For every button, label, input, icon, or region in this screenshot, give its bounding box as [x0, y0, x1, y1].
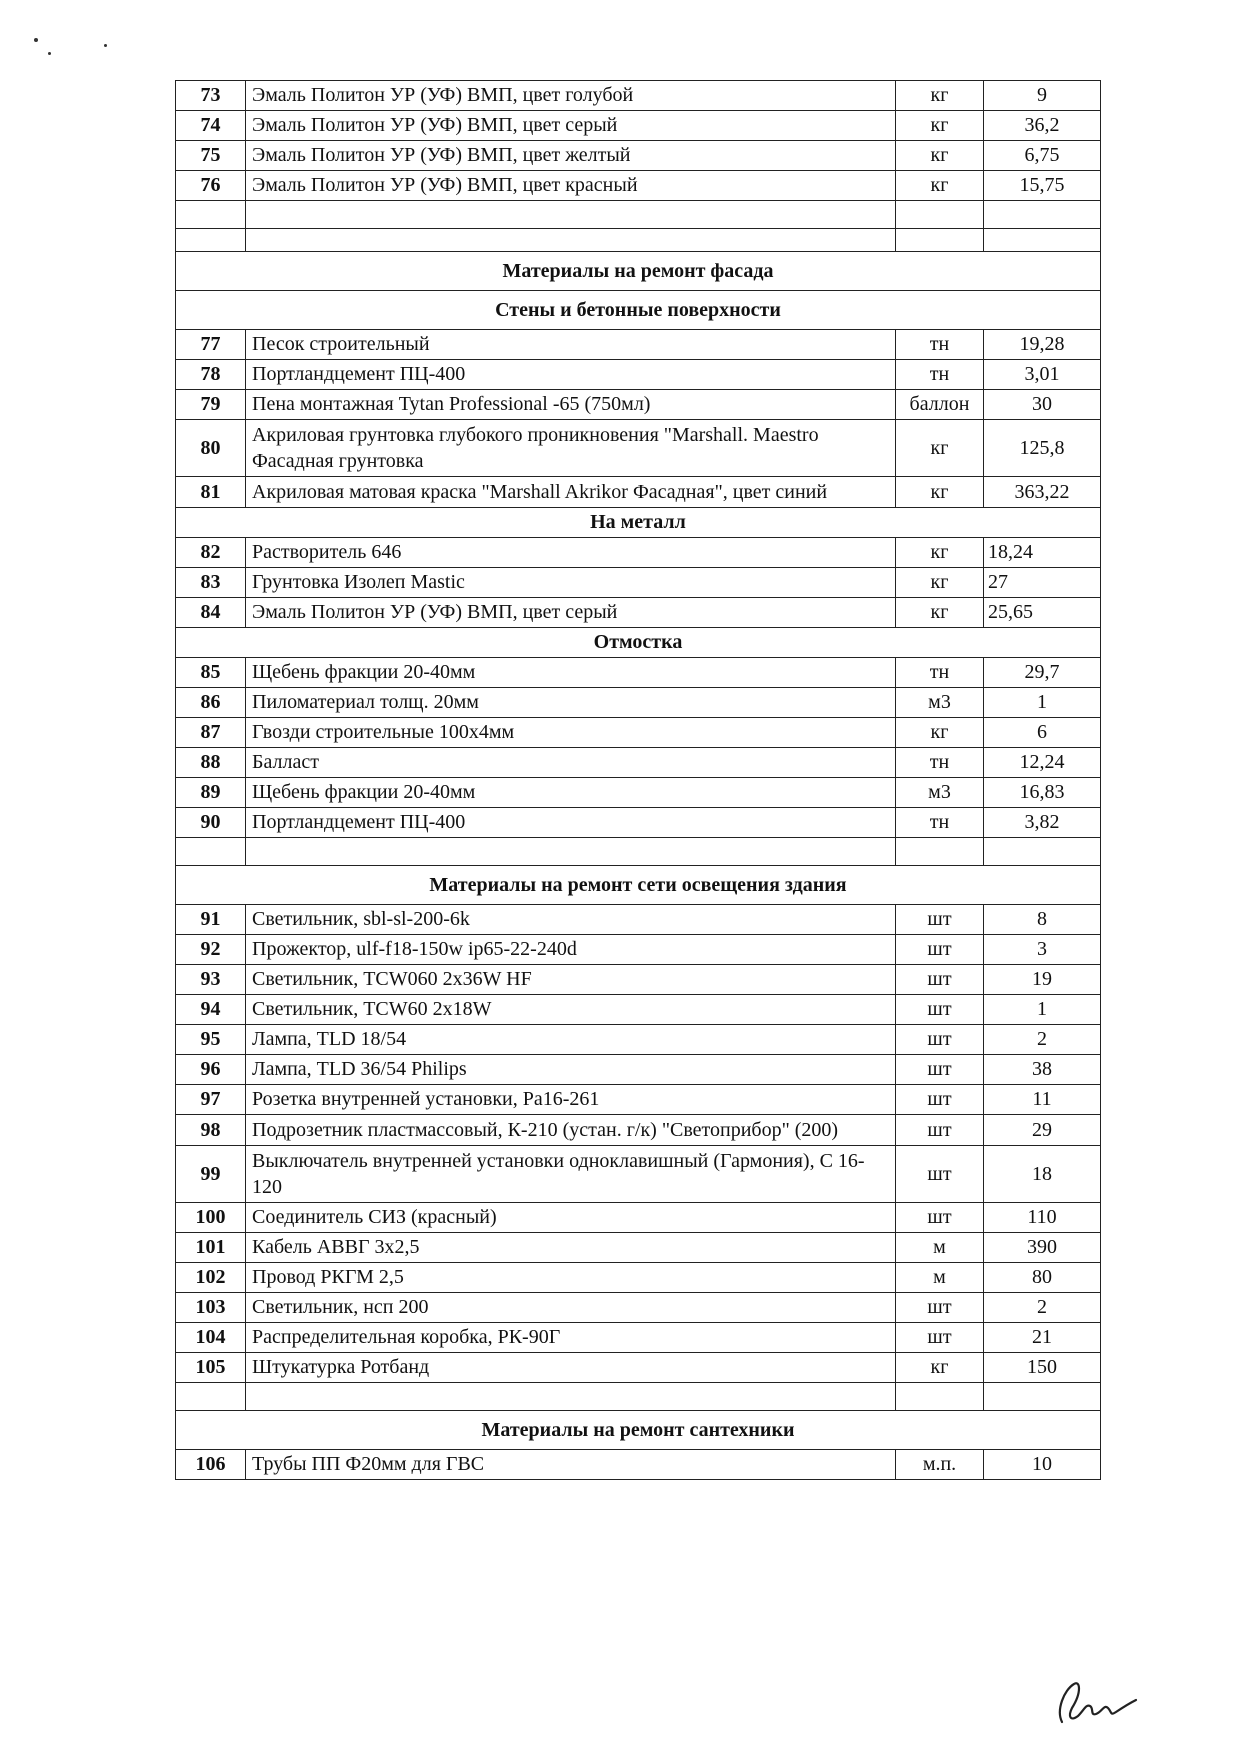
- material-name: Пиломатериал толщ. 20мм: [246, 688, 896, 718]
- handwritten-signature: [1050, 1670, 1140, 1730]
- section-row: [176, 252, 1101, 291]
- quantity: 30: [984, 390, 1101, 420]
- material-name: Лампа, TLD 36/54 Philips: [246, 1055, 896, 1085]
- quantity: 150: [984, 1353, 1101, 1383]
- unit: кг: [896, 538, 984, 568]
- material-name: Портландцемент ПЦ-400: [246, 808, 896, 838]
- unit: шт: [896, 965, 984, 995]
- table-row: [176, 111, 1101, 141]
- quantity: 6: [984, 718, 1101, 748]
- material-name: Лампа, TLD 18/54: [246, 1025, 896, 1055]
- table-row: [176, 1025, 1101, 1055]
- quantity: 18: [984, 1146, 1101, 1203]
- unit: кг: [896, 141, 984, 171]
- unit: шт: [896, 1293, 984, 1323]
- quantity: 12,24: [984, 748, 1101, 778]
- table-row: [176, 360, 1101, 390]
- material-name: Светильник, sbl-sl-200-6k: [246, 905, 896, 935]
- unit: шт: [896, 995, 984, 1025]
- row-number: 74: [176, 111, 246, 141]
- material-name: Акриловая грунтовка глубокого проникновения "Marshall. Maestro Фасадная грунтовка: [246, 420, 896, 477]
- row-number: 104: [176, 1323, 246, 1353]
- quantity: 11: [984, 1085, 1101, 1115]
- material-name: Эмаль Политон УР (УФ) ВМП, цвет красный: [246, 171, 896, 201]
- section-row: [176, 866, 1101, 905]
- section-title-walls: Стены и бетонные поверхности: [176, 291, 1101, 330]
- quantity: 10: [984, 1450, 1101, 1480]
- quantity: 390: [984, 1233, 1101, 1263]
- material-name: Растворитель 646: [246, 538, 896, 568]
- material-name: Распределительная коробка, РК-90Г: [246, 1323, 896, 1353]
- unit: шт: [896, 1115, 984, 1146]
- table-row: [176, 748, 1101, 778]
- unit: шт: [896, 1085, 984, 1115]
- table-row: [176, 1233, 1101, 1263]
- unit: баллон: [896, 390, 984, 420]
- unit: шт: [896, 1146, 984, 1203]
- row-number: 93: [176, 965, 246, 995]
- quantity: 363,22: [984, 477, 1101, 508]
- quantity: 25,65: [984, 598, 1101, 628]
- table-row: [176, 1353, 1101, 1383]
- quantity: 15,75: [984, 171, 1101, 201]
- unit: шт: [896, 1025, 984, 1055]
- materials-table: [175, 80, 1101, 1480]
- row-number: 92: [176, 935, 246, 965]
- row-number: 76: [176, 171, 246, 201]
- scan-speck: [48, 52, 51, 55]
- table-row: [176, 1323, 1101, 1353]
- table-row: [176, 1115, 1101, 1146]
- unit: шт: [896, 935, 984, 965]
- table-row: [176, 477, 1101, 508]
- table-row: [176, 808, 1101, 838]
- quantity: 19,28: [984, 330, 1101, 360]
- row-number: 83: [176, 568, 246, 598]
- row-number: 85: [176, 658, 246, 688]
- row-number: 105: [176, 1353, 246, 1383]
- unit: шт: [896, 1323, 984, 1353]
- material-name: Соединитель СИЗ (красный): [246, 1203, 896, 1233]
- material-name: Щебень фракции 20-40мм: [246, 658, 896, 688]
- unit: шт: [896, 1203, 984, 1233]
- unit: кг: [896, 81, 984, 111]
- table-row: [176, 995, 1101, 1025]
- material-name: Грунтовка Изолеп Mastic: [246, 568, 896, 598]
- row-number: 97: [176, 1085, 246, 1115]
- material-name: Светильник, TCW060 2x36W HF: [246, 965, 896, 995]
- quantity: 9: [984, 81, 1101, 111]
- quantity: 80: [984, 1263, 1101, 1293]
- material-name: Розетка внутренней установки, Ра16-261: [246, 1085, 896, 1115]
- row-number: 95: [176, 1025, 246, 1055]
- quantity: 110: [984, 1203, 1101, 1233]
- row-number: 91: [176, 905, 246, 935]
- row-number: 73: [176, 81, 246, 111]
- row-number: 103: [176, 1293, 246, 1323]
- quantity: 125,8: [984, 420, 1101, 477]
- quantity: 29: [984, 1115, 1101, 1146]
- quantity: 29,7: [984, 658, 1101, 688]
- quantity: 1: [984, 688, 1101, 718]
- material-name: Гвозди строительные 100х4мм: [246, 718, 896, 748]
- quantity: 21: [984, 1323, 1101, 1353]
- unit: тн: [896, 360, 984, 390]
- quantity: 2: [984, 1293, 1101, 1323]
- table-row: [176, 1146, 1101, 1203]
- unit: кг: [896, 171, 984, 201]
- table-row: [176, 658, 1101, 688]
- scan-speck: [34, 38, 38, 42]
- quantity: 3,82: [984, 808, 1101, 838]
- table-row: [176, 390, 1101, 420]
- table-row: [176, 905, 1101, 935]
- unit: кг: [896, 718, 984, 748]
- material-name: Портландцемент ПЦ-400: [246, 360, 896, 390]
- unit: кг: [896, 111, 984, 141]
- table-row: [176, 1203, 1101, 1233]
- material-name: Балласт: [246, 748, 896, 778]
- table-row: [176, 1085, 1101, 1115]
- row-number: 94: [176, 995, 246, 1025]
- blank-row: [176, 838, 1101, 866]
- scan-speck: [104, 44, 107, 47]
- material-name: Светильник, нсп 200: [246, 1293, 896, 1323]
- row-number: 78: [176, 360, 246, 390]
- material-name: Подрозетник пластмассовый, К-210 (устан. г/к) "Светоприбор" (200): [246, 1115, 896, 1146]
- row-number: 77: [176, 330, 246, 360]
- row-number: 101: [176, 1233, 246, 1263]
- quantity: 18,24: [984, 538, 1101, 568]
- quantity: 36,2: [984, 111, 1101, 141]
- material-name: Кабель АВВГ 3х2,5: [246, 1233, 896, 1263]
- row-number: 75: [176, 141, 246, 171]
- table-row: [176, 1450, 1101, 1480]
- table-row: [176, 598, 1101, 628]
- section-row: [176, 1411, 1101, 1450]
- quantity: 3,01: [984, 360, 1101, 390]
- row-number: 87: [176, 718, 246, 748]
- section-title-otmostka: Отмостка: [176, 628, 1101, 658]
- quantity: 19: [984, 965, 1101, 995]
- row-number: 89: [176, 778, 246, 808]
- quantity: 8: [984, 905, 1101, 935]
- row-number: 96: [176, 1055, 246, 1085]
- table-row: [176, 141, 1101, 171]
- unit: кг: [896, 598, 984, 628]
- unit: тн: [896, 748, 984, 778]
- unit: м.п.: [896, 1450, 984, 1480]
- unit: тн: [896, 330, 984, 360]
- row-number: 106: [176, 1450, 246, 1480]
- material-name: Эмаль Политон УР (УФ) ВМП, цвет голубой: [246, 81, 896, 111]
- quantity: 1: [984, 995, 1101, 1025]
- material-name: Провод РКГМ 2,5: [246, 1263, 896, 1293]
- section-row: [176, 291, 1101, 330]
- quantity: 16,83: [984, 778, 1101, 808]
- section-title-plumbing: Материалы на ремонт сантехники: [176, 1411, 1101, 1450]
- row-number: 84: [176, 598, 246, 628]
- table-row: [176, 688, 1101, 718]
- section-title-metal: На металл: [176, 508, 1101, 538]
- row-number: 102: [176, 1263, 246, 1293]
- row-number: 88: [176, 748, 246, 778]
- table-row: [176, 171, 1101, 201]
- section-row: [176, 508, 1101, 538]
- unit: кг: [896, 477, 984, 508]
- unit: шт: [896, 905, 984, 935]
- material-name: Светильник, TCW60 2х18W: [246, 995, 896, 1025]
- table-row: [176, 1263, 1101, 1293]
- unit: кг: [896, 1353, 984, 1383]
- unit: кг: [896, 420, 984, 477]
- material-name: Эмаль Политон УР (УФ) ВМП, цвет желтый: [246, 141, 896, 171]
- section-row: [176, 628, 1101, 658]
- section-title-lighting: Материалы на ремонт сети освещения здания: [176, 866, 1101, 905]
- table-row: [176, 330, 1101, 360]
- quantity: 27: [984, 568, 1101, 598]
- table-row: [176, 965, 1101, 995]
- table-row: [176, 1293, 1101, 1323]
- unit: м3: [896, 688, 984, 718]
- table-row: [176, 420, 1101, 477]
- table-row: [176, 1055, 1101, 1085]
- material-name: Песок строительный: [246, 330, 896, 360]
- material-name: Штукатурка Ротбанд: [246, 1353, 896, 1383]
- row-number: 100: [176, 1203, 246, 1233]
- material-name: Акриловая матовая краска "Marshall Akrikor Фасадная", цвет синий: [246, 477, 896, 508]
- unit: м: [896, 1263, 984, 1293]
- section-title-facade: Материалы на ремонт фасада: [176, 252, 1101, 291]
- row-number: 80: [176, 420, 246, 477]
- unit: тн: [896, 808, 984, 838]
- table-row: [176, 538, 1101, 568]
- material-name: Эмаль Политон УР (УФ) ВМП, цвет серый: [246, 111, 896, 141]
- quantity: 6,75: [984, 141, 1101, 171]
- material-name: Трубы ПП Ф20мм для ГВС: [246, 1450, 896, 1480]
- material-name: Пена монтажная Tytan Professional -65 (750мл): [246, 390, 896, 420]
- table-row: [176, 778, 1101, 808]
- row-number: 81: [176, 477, 246, 508]
- quantity: 38: [984, 1055, 1101, 1085]
- row-number: 98: [176, 1115, 246, 1146]
- row-number: 79: [176, 390, 246, 420]
- blank-row: [176, 1383, 1101, 1411]
- unit: кг: [896, 568, 984, 598]
- blank-row: [176, 229, 1101, 252]
- quantity: 3: [984, 935, 1101, 965]
- row-number: 99: [176, 1146, 246, 1203]
- row-number: 86: [176, 688, 246, 718]
- quantity: 2: [984, 1025, 1101, 1055]
- table-row: [176, 718, 1101, 748]
- table-row: [176, 568, 1101, 598]
- material-name: Прожектор, ulf-f18-150w ip65-22-240d: [246, 935, 896, 965]
- blank-row: [176, 201, 1101, 229]
- row-number: 82: [176, 538, 246, 568]
- material-name: Щебень фракции 20-40мм: [246, 778, 896, 808]
- row-number: 90: [176, 808, 246, 838]
- material-name: Эмаль Политон УР (УФ) ВМП, цвет серый: [246, 598, 896, 628]
- material-name: Выключатель внутренней установки одноклавишный (Гармония), С 16-120: [246, 1146, 896, 1203]
- materials-sheet: [175, 80, 1100, 1480]
- unit: тн: [896, 658, 984, 688]
- unit: м3: [896, 778, 984, 808]
- table-row: [176, 81, 1101, 111]
- unit: шт: [896, 1055, 984, 1085]
- unit: м: [896, 1233, 984, 1263]
- table-row: [176, 935, 1101, 965]
